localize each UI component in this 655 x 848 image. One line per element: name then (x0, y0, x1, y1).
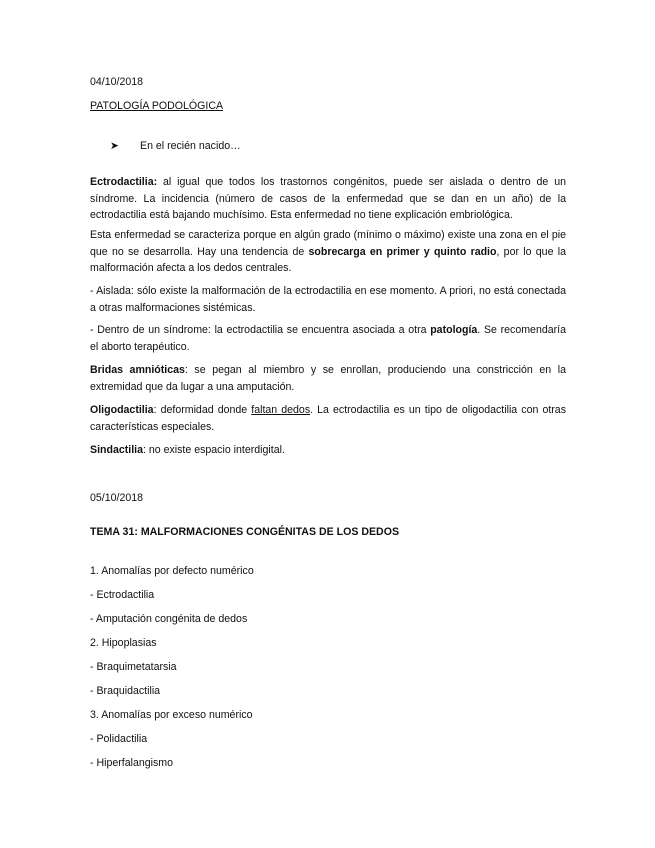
paragraph-sindrome-a: - Dentro de un síndrome: la ectrodactilia se encuentra asociada a otra (90, 324, 431, 336)
paragraph-bridas (90, 362, 566, 395)
list-item: - Ectrodactilia (90, 589, 155, 601)
list-item: - Amputación congénita de dedos (90, 613, 248, 625)
date-1: 04/10/2018 (90, 76, 144, 88)
term-oligodactilia: Oligodactilia (90, 404, 154, 416)
paragraph-caracteriza-bold: sobrecarga en primer y quinto radio (308, 245, 497, 258)
heading-tema-title: : MALFORMACIONES CONGÉNITAS DE LOS DEDOS (134, 526, 400, 538)
term-bridas: Bridas amnióticas (90, 364, 185, 376)
paragraph-sindactilia (90, 442, 566, 459)
heading-tema-number: TEMA 31 (90, 526, 135, 538)
paragraph-oligodactilia-b: . La ectrodactilia es un tipo de oligodactilia con otras características especiales. (90, 404, 566, 433)
paragraph-caracteriza-a: Esta enfermedad se caracteriza porque en algún grado (mínimo o máximo) existe una zona en el pie que no se desarrolla. Hay una tendencia de (90, 229, 566, 258)
date-2: 05/10/2018 (90, 492, 144, 504)
list-item: 1. Anomalías por defecto numérico (90, 565, 254, 577)
list-item: - Polidactilia (90, 733, 148, 745)
paragraph-bridas-text: : se pegan al miembro y se enrollan, produciendo una constricción en la extremidad que da lugar a una amputación. (90, 364, 566, 393)
list-item: - Hiperfalangismo (90, 757, 174, 769)
list-item: - Braquimetatarsia (90, 661, 177, 673)
paragraph-aislada: - Aislada: sólo existe la malformación de la ectrodactilia en ese momento. A priori, no está conectada a otras malformaciones sistémicas. (90, 285, 566, 314)
paragraph-ectrodactilia-text: al igual que todos los trastornos congénitos, puede ser aislada o dentro de un síndrome. La incidencia (número de casos de la enfermedad que se dan en un año) de la ectrodactilia está bajando muchísimo. Esta enfermedad no tiene explicación embriológica. (90, 176, 566, 221)
list-item: 2. Hipoplasias (90, 637, 157, 649)
paragraph-oligodactilia-a: : deformidad donde (153, 404, 252, 416)
bullet-text: En el recién nacido… (140, 140, 241, 152)
paragraph-oligodactilia-underlined: faltan dedos (251, 404, 311, 416)
paragraph-oligodactilia (90, 402, 566, 435)
term-ectrodactilia: Ectrodactilia: (90, 176, 158, 188)
paragraph-sindrome-bold: patología (430, 324, 478, 336)
list-item: - Braquidactilia (90, 685, 161, 697)
arrow-bullet-icon: ➤ (110, 140, 119, 152)
heading-patologia (90, 98, 566, 115)
heading-tema-31 (90, 524, 566, 541)
heading-patologia-text: PATOLOGÍA PODOLÓGICA (90, 100, 224, 112)
paragraph-caracteriza-c: , por lo que la malformación afecta a los dedos centrales. (90, 245, 566, 274)
list-item: 3. Anomalías por exceso numérico (90, 709, 253, 721)
paragraph-caracteriza (90, 227, 566, 277)
bullet-item (110, 138, 566, 155)
term-sindactilia: Sindactilia (90, 444, 143, 456)
paragraph-sindactilia-text: : no existe espacio interdigital. (142, 444, 285, 456)
paragraph-sindrome (90, 322, 566, 355)
paragraph-ectrodactilia (90, 174, 566, 224)
paragraph-sindrome-c: . Se recomendaría el aborto terapéutico. (90, 324, 566, 353)
